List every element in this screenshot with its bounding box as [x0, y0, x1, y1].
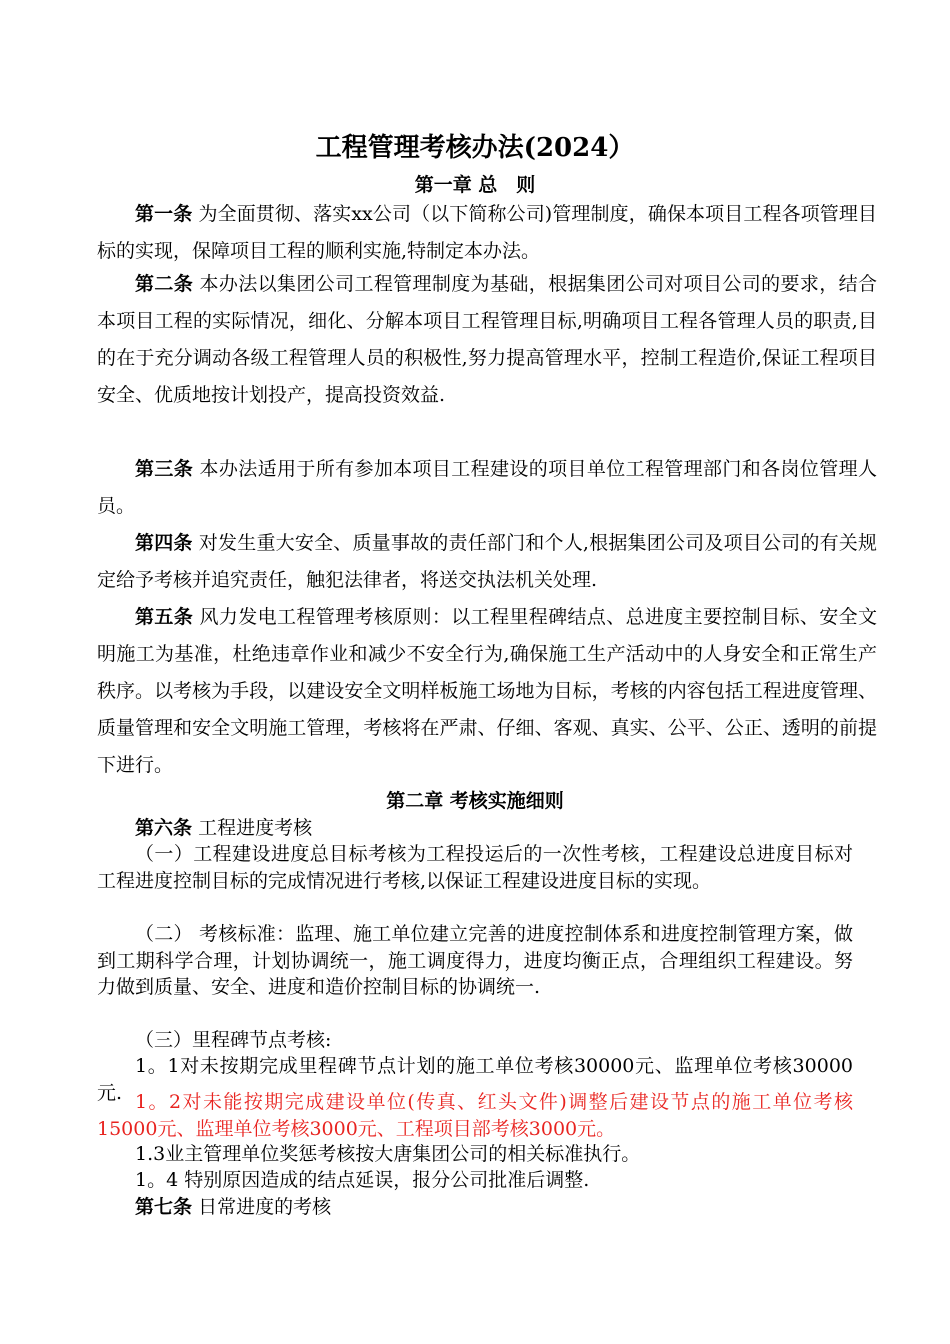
- article-6-lead: 第六条: [135, 817, 193, 839]
- article-5: [97, 599, 877, 784]
- item-4: 1。1对未按期完成里程碑节点计划的施工单位考核30000元、监理单位考核30000元.: [97, 1055, 853, 1104]
- article-6-text: 工程进度考核: [198, 817, 313, 839]
- article-3-lead: 第三条: [135, 458, 194, 480]
- article-4-lead: 第四条: [135, 532, 193, 554]
- chapter-2-heading: 第二章 考核实施细则: [386, 790, 564, 812]
- article-5-lead: 第五条: [135, 606, 194, 628]
- article-3: [97, 451, 877, 525]
- article-2: [97, 266, 877, 414]
- article-1: [97, 196, 877, 270]
- article-2-text: 本办法以集团公司工程管理制度为基础，根据集团公司对项目公司的要求，结合本项目工程的实际情况，细化、分解本项目工程管理目标,明确项目工程各管理人员的职责,目的在于充分调动各级工程管理人员的积极性,努力提高管理水平，控制工程造价,保证工程项目安全、优质地按计划投产，提高投资效益.: [97, 273, 877, 406]
- article-3-text: 本办法适用于所有参加本项目工程建设的项目单位工程管理部门和各岗位管理人员。: [97, 458, 877, 517]
- item-1: （一）工程建设进度总目标考核为工程投运后的一次性考核，工程建设总进度目标对工程进度控制目标的完成情况进行考核,以保证工程建设进度目标的实现。: [97, 843, 853, 892]
- item-6: 1.3业主管理单位奖惩考核按大唐集团公司的相关标准执行。: [135, 1143, 641, 1165]
- chapter-1-heading: 第一章 总 则: [414, 174, 536, 196]
- article-7: [97, 1194, 853, 1221]
- article-5-text: 风力发电工程管理考核原则：以工程里程碑结点、总进度主要控制目标、安全文明施工为基准，杜绝违章作业和减少不安全行为,确保施工生产活动中的人身安全和正常生产秩序。以考核为手段，以建设安全文明样板施工场地为目标，考核的内容包括工程进度管理、质量管理和安全文明施工管理，考核将在严肃、仔细、客观、真实、公平、公正、透明的前提下进行。: [97, 606, 877, 776]
- article-7-text: 日常进度的考核: [198, 1196, 332, 1218]
- article-1-lead: 第一条: [135, 203, 193, 225]
- article-1-text: 为全面贯彻、落实xx公司（以下简称公司)管理制度，确保本项目工程各项管理目标的实现，保障项目工程的顺利实施,特制定本办法。: [97, 203, 877, 262]
- article-4-text: 对发生重大安全、质量事故的责任部门和个人,根据集团公司及项目公司的有关规定给予考核并追究责任，触犯法律者，将送交执法机关处理.: [97, 532, 877, 591]
- article-2-lead: 第二条: [135, 273, 194, 295]
- article-6: [97, 815, 853, 842]
- item-5: 1。2对未能按期完成建设单位(传真、红头文件)调整后建设节点的施工单位考核15000元、监理单位考核3000元、工程项目部考核3000元。: [97, 1091, 853, 1140]
- article-4: [97, 525, 877, 599]
- document-title: 工程管理考核办法(2024）: [315, 133, 635, 163]
- article-7-lead: 第七条: [135, 1196, 193, 1218]
- item-3: （三）里程碑节点考核:: [135, 1029, 332, 1051]
- item-2: （二） 考核标准：监理、施工单位建立完善的进度控制体系和进度控制管理方案，做到工期科学合理，计划协调统一，施工调度得力，进度均衡正点，合理组织工程建设。努力做到质量、安全、进度和造价控制目标的协调统一.: [97, 923, 853, 998]
- item-7: 1。4 特别原因造成的结点延误，报分公司批准后调整.: [135, 1169, 590, 1191]
